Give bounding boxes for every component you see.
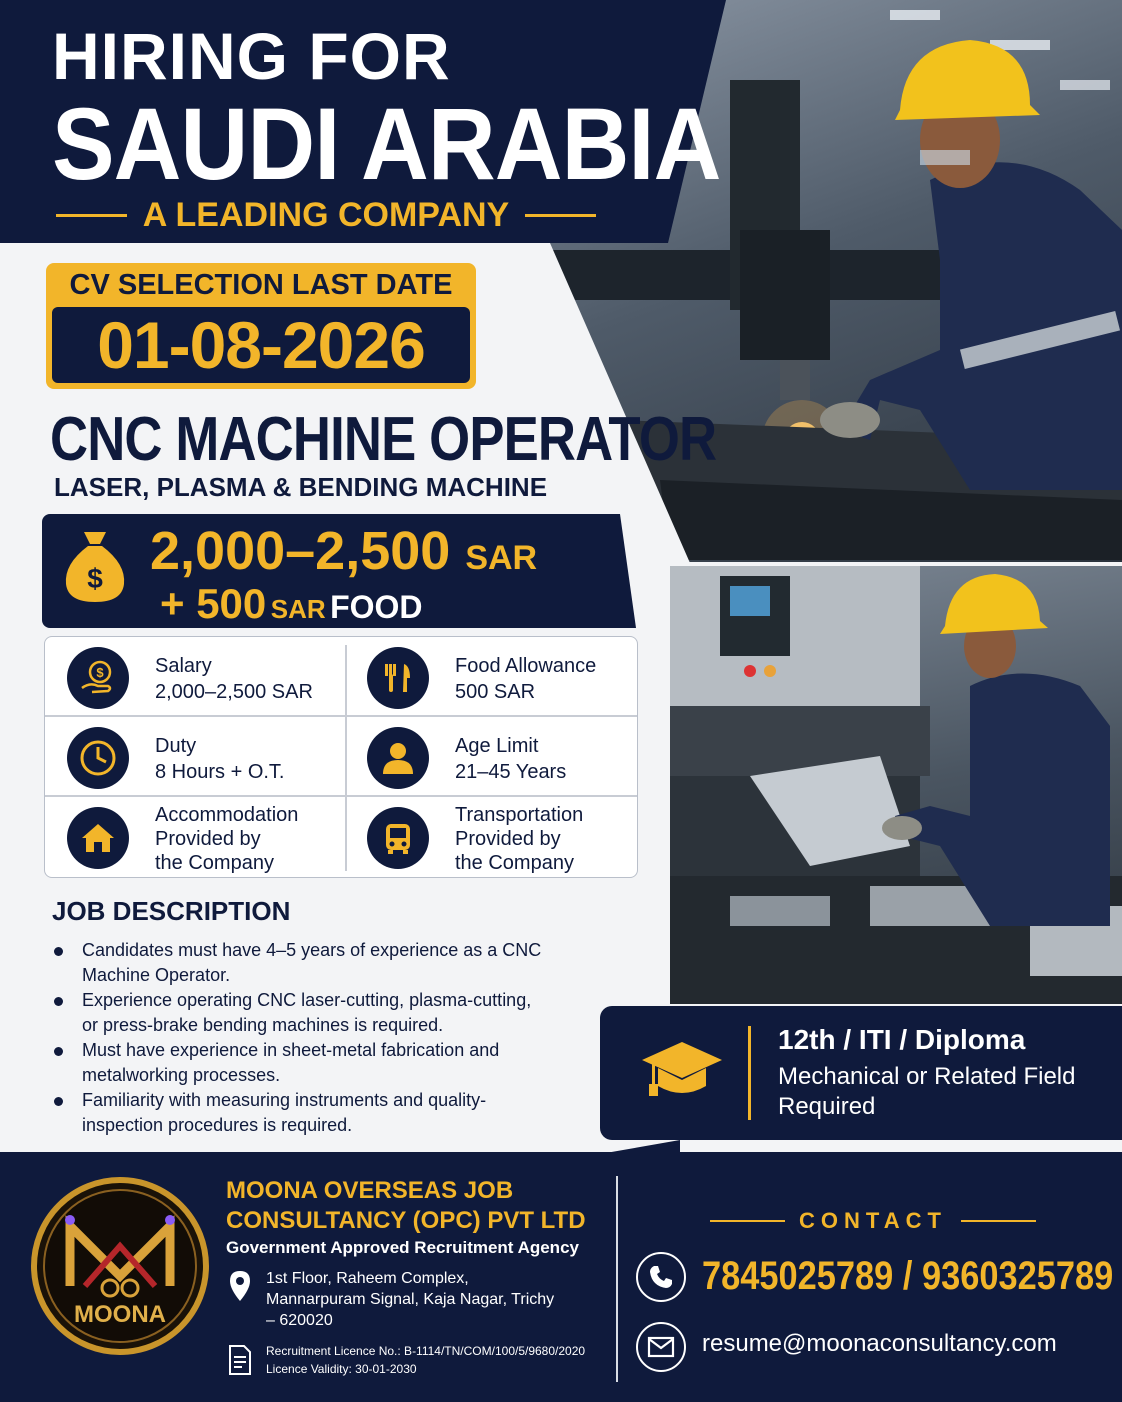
food-extra-unit: SAR (270, 594, 326, 624)
benefit-label: Food Allowance (455, 655, 597, 677)
benefit-label: Transportation (455, 804, 584, 826)
contact-heading (710, 1208, 1036, 1234)
svg-text:$: $ (96, 665, 104, 680)
benefits-grid (44, 636, 638, 878)
licence-validity: Licence Validity: 30-01-2030 (266, 1362, 417, 1376)
benefit-salary (45, 637, 341, 717)
benefit-value: Provided by (455, 828, 561, 850)
benefit-value: 500 SAR (455, 681, 536, 703)
benefit-value: 8 Hours + O.T. (155, 761, 285, 783)
headline-line-1: HIRING FOR (52, 19, 451, 93)
food-extra-label: FOOD (330, 589, 423, 625)
list-item: Familiarity with measuring instruments and quality-inspection procedures is required. (52, 1088, 552, 1138)
benefit-age-limit (345, 717, 641, 797)
qualification-rule (748, 1026, 751, 1120)
cv-date-box (52, 307, 470, 383)
benefit-food-allowance (345, 637, 641, 717)
contact-heading-text: CONTACT (799, 1208, 947, 1233)
cv-deadline-date: 01-08-2026 (97, 308, 425, 382)
cv-deadline-badge (46, 263, 476, 389)
job-title: CNC MACHINE OPERATOR (50, 405, 717, 474)
headline-line-2: SAUDI ARABIA (52, 87, 721, 201)
job-description-list (52, 938, 552, 1138)
benefit-label: Duty (155, 735, 197, 757)
salary-hand-icon (67, 647, 129, 709)
press-brake-photo (670, 566, 1122, 1004)
job-subtitle: LASER, PLASMA & BENDING MACHINE (54, 472, 548, 502)
licence-number: Recruitment Licence No.: B-1114/TN/COM/100/5/9680/2020 (266, 1344, 586, 1358)
contact-rule-left (710, 1220, 785, 1222)
benefit-value: 2,000–2,500 SAR (155, 681, 313, 703)
contact-rule-right (961, 1220, 1036, 1222)
benefit-accommodation (45, 797, 341, 877)
list-item: Experience operating CNC laser-cutting, plasma-cutting, or press-brake bending machines is required. (52, 988, 552, 1038)
contact-phones[interactable]: 7845025789 / 9360325789 (702, 1254, 1114, 1298)
house-icon (67, 807, 129, 869)
company-tagline: Government Approved Recruitment Agency (226, 1238, 579, 1257)
benefit-label: Age Limit (455, 735, 539, 757)
benefit-text (455, 803, 635, 875)
cv-deadline-label: CV SELECTION LAST DATE (69, 269, 453, 301)
food-extra-amount: + 500 (160, 580, 267, 627)
svg-text:$: $ (87, 563, 103, 594)
contact-email[interactable]: resume@moonaconsultancy.com (702, 1330, 1057, 1357)
salary-range-value: 2,000–2,500 (150, 521, 451, 581)
graduation-cap-icon (640, 1036, 724, 1106)
qualification-title: 12th / ITI / Diploma (778, 1024, 1026, 1055)
document-icon (228, 1344, 252, 1376)
footer-divider (616, 1176, 618, 1382)
clock-icon (67, 727, 129, 789)
mail-icon (636, 1322, 686, 1372)
qualification-detail: Mechanical or Related Field Required (778, 1063, 1076, 1120)
benefit-label: Salary (155, 655, 212, 677)
list-item: Candidates must have 4–5 years of experience as a CNC Machine Operator. (52, 938, 552, 988)
benefit-value: Provided by (155, 828, 261, 850)
benefit-value-2: the Company (455, 852, 574, 874)
job-description-title: JOB DESCRIPTION (52, 896, 291, 926)
benefit-transportation (345, 797, 641, 877)
subtitle-rule-right (525, 214, 596, 217)
logo-text: MOONA (74, 1301, 166, 1328)
benefit-label: Accommodation (155, 804, 299, 826)
location-pin-icon (228, 1270, 252, 1302)
subtitle-text: A LEADING COMPANY (142, 196, 510, 234)
list-item: Must have experience in sheet-metal fabrication and metalworking processes. (52, 1038, 552, 1088)
company-address: 1st Floor, Raheem Complex, Mannarpuram Signal, Kaja Nagar, Trichy – 620020 (266, 1270, 555, 1329)
salary-range-unit: SAR (465, 539, 538, 577)
salary-extra (160, 580, 423, 628)
moona-logo (30, 1176, 210, 1356)
salary-range (150, 520, 537, 582)
benefit-duty (45, 717, 341, 797)
company-subtitle (56, 196, 596, 235)
subtitle-rule-left (56, 214, 127, 217)
company-name: MOONA OVERSEAS JOB CONSULTANCY (OPC) PVT LTD (226, 1177, 586, 1234)
benefit-value: 21–45 Years (455, 761, 567, 783)
benefit-value-2: the Company (155, 852, 274, 874)
person-icon (367, 727, 429, 789)
phone-icon (636, 1252, 686, 1302)
money-bag-icon (60, 528, 130, 604)
benefit-text (155, 803, 335, 875)
fork-knife-icon (367, 647, 429, 709)
bus-icon (367, 807, 429, 869)
